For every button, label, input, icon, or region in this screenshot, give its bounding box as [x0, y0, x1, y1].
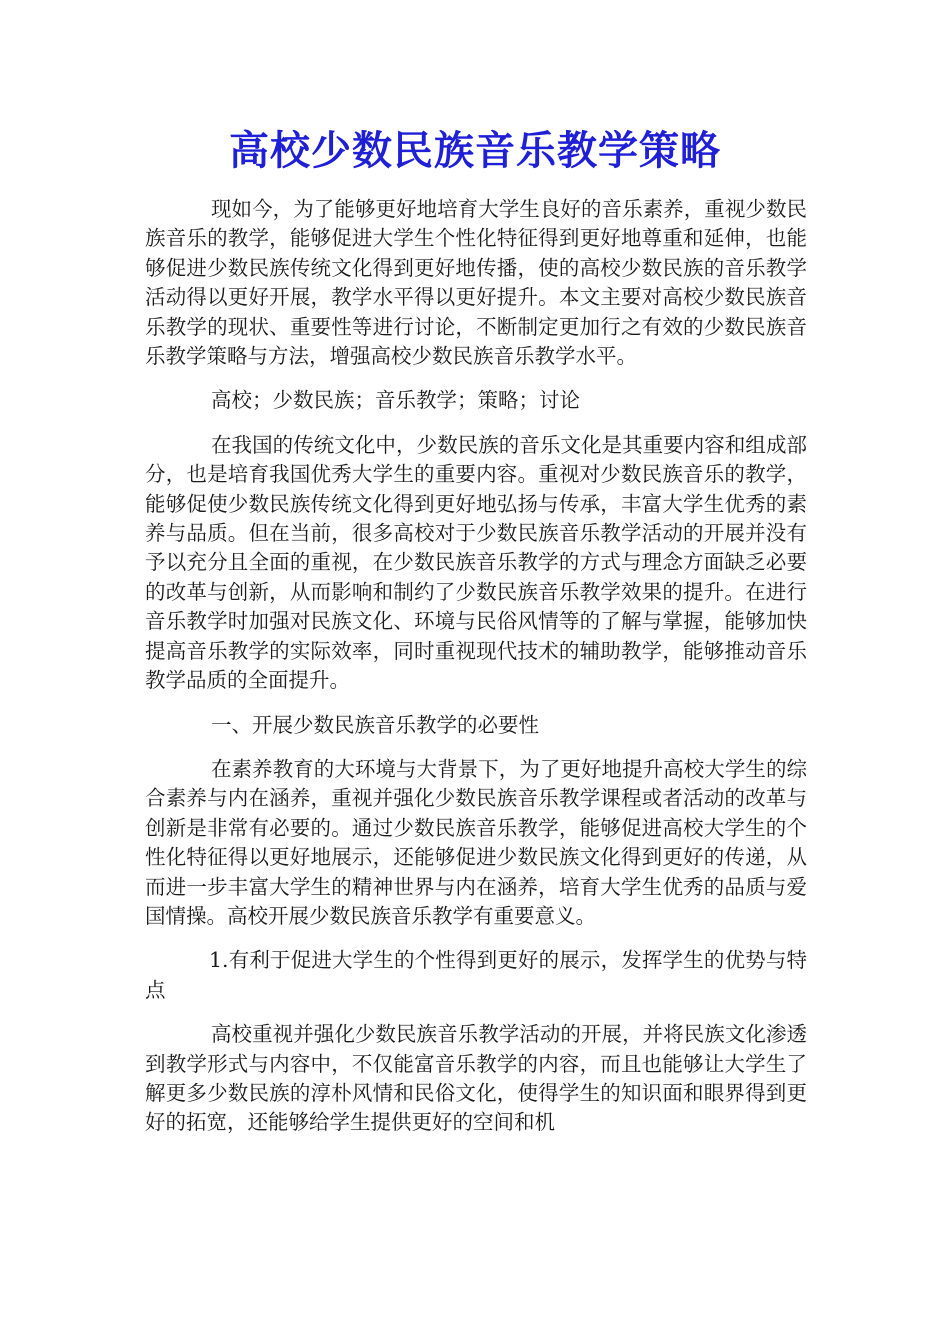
subsection-paragraph: 高校重视并强化少数民族音乐教学活动的开展，并将民族文化渗透到教学形式与内容中，不仅能富音乐教学的内容，而且也能够让大学生了解更多少数民族的淳朴风情和民俗文化，使得学生的知识面和眼界得到更好的拓宽，还能够给学生提供更好的空间和机: [145, 1022, 807, 1135]
abstract-paragraph: 现如今，为了能够更好地培育大学生良好的音乐素养，重视少数民族音乐的教学，能够促进大学生个性化特征得到更好地尊重和延伸，也能够促进少数民族传统文化得到更好地传播，使的高校少数民族的音乐教学活动得以更好开展，教学水平得以更好提升。本文主要对高校少数民族音乐教学的现状、重要性等进行讨论，不断制定更加行之有效的少数民族音乐教学策略与方法，增强高校少数民族音乐教学水平。: [145, 197, 807, 369]
subsection-heading: 1.有利于促进大学生的个性得到更好的展示，发挥学生的优势与特点: [145, 948, 807, 1002]
document-body: [145, 195, 807, 1153]
keywords-paragraph: 高校；少数民族；音乐教学；策略；讨论: [211, 388, 580, 413]
section-heading: 一、开展少数民族音乐教学的必要性: [211, 712, 539, 737]
section-paragraph: 在素养教育的大环境与大背景下，为了更好地提升高校大学生的综合素养与内在涵养，重视并强化少数民族音乐教学课程或者活动的改革与创新是非常有必要的。通过少数民族音乐教学，能够促进高校大学生的个性化特征得以更好地展示，还能够促进少数民族文化得到更好的传递，从而进一步丰富大学生的精神世界与内在涵养，培育大学生优秀的品质与爱国情操。高校开展少数民族音乐教学有重要意义。: [145, 756, 807, 928]
document-title: 高校少数民族音乐教学策略: [229, 127, 721, 174]
intro-paragraph: 在我国的传统文化中，少数民族的音乐文化是其重要内容和组成部分，也是培育我国优秀大学生的重要内容。重视对少数民族音乐的教学，能够促使少数民族传统文化得到更好地弘扬与传承，丰富大学生优秀的素养与品质。但在当前，很多高校对于少数民族音乐教学活动的开展并没有予以充分且全面的重视，在少数民族音乐教学的方式与理念方面缺乏必要的改革与创新，从而影响和制约了少数民族音乐教学效果的提升。在进行音乐教学时加强对民族文化、环境与民俗风情等的了解与掌握，能够加快提高音乐教学的实际效率，同时重视现代技术的辅助教学，能够推动音乐教学品质的全面提升。: [145, 432, 807, 693]
